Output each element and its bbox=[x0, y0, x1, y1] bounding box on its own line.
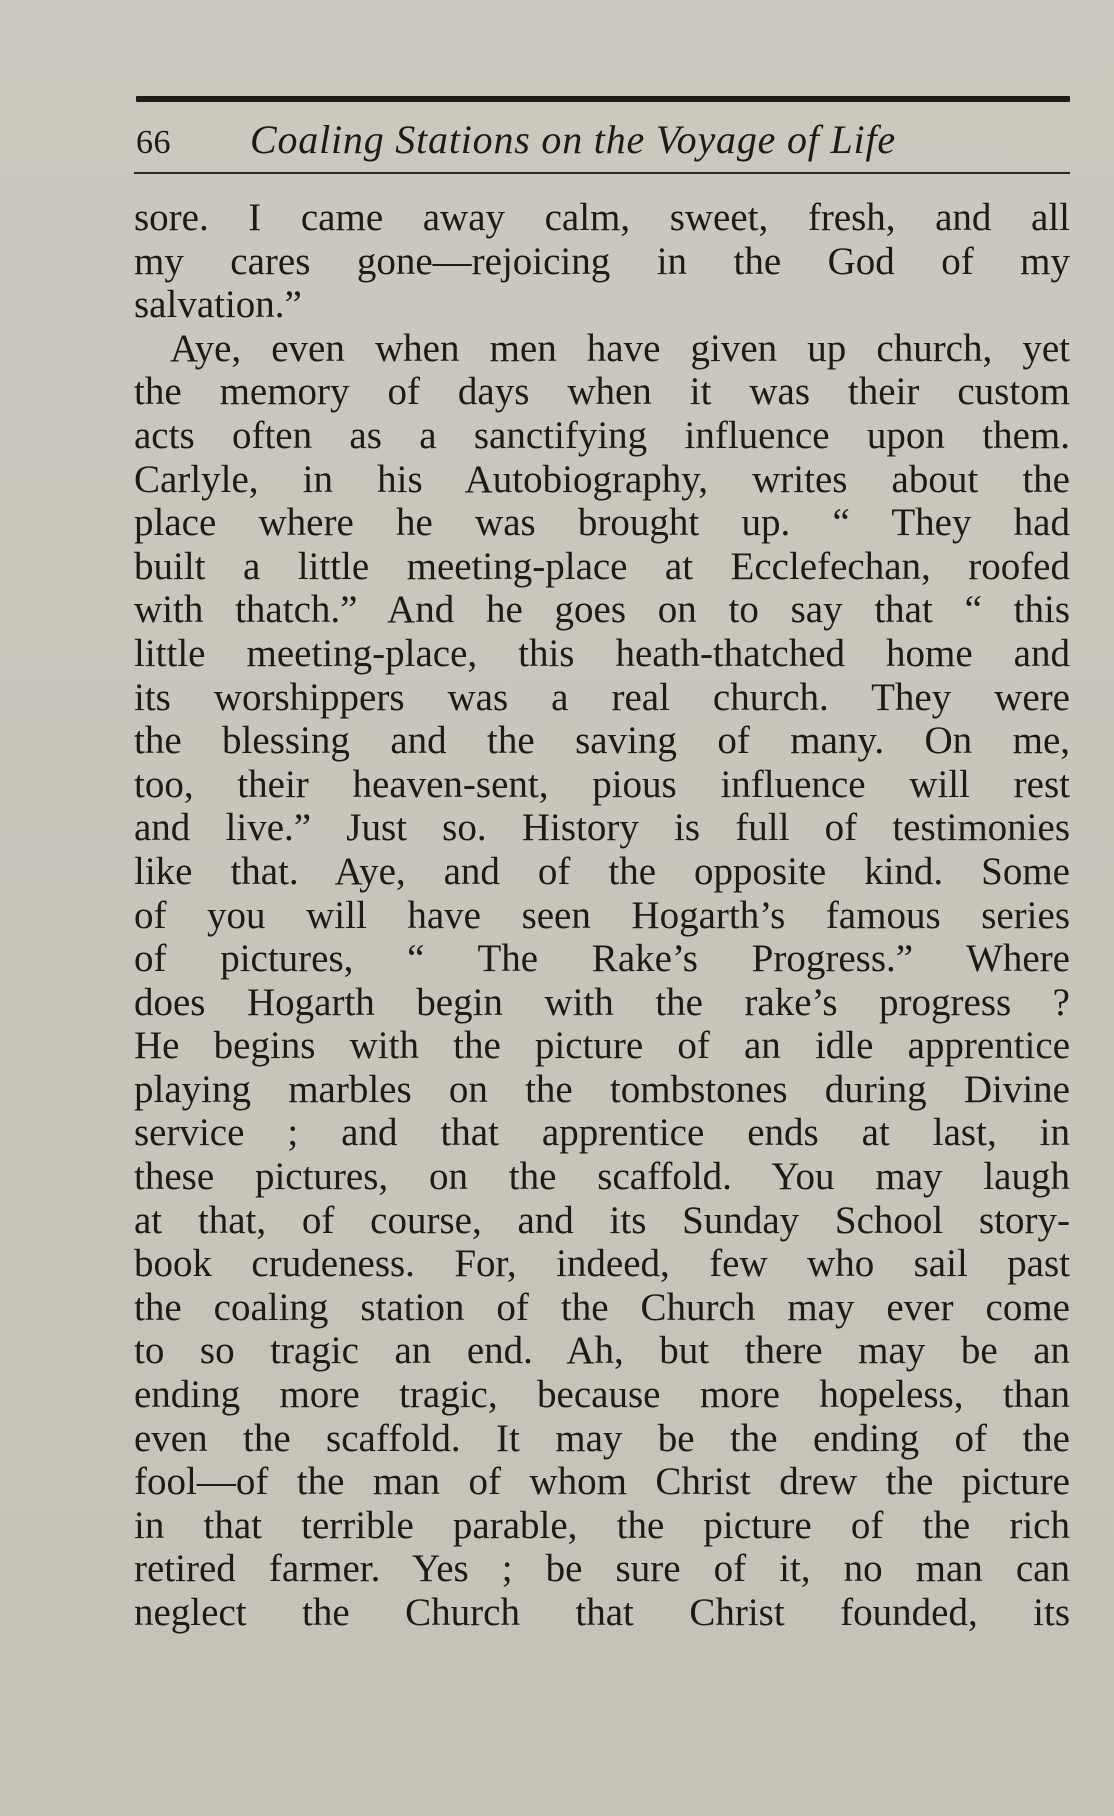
header-top-rule bbox=[136, 96, 1070, 102]
text-line: like that. Aye, and of the opposite kind. Some bbox=[134, 849, 1070, 893]
page-header bbox=[134, 106, 1070, 170]
text-line: acts often as a sanctifying influence upon them. bbox=[134, 413, 1070, 457]
page-number: 66 bbox=[136, 124, 171, 161]
text-line: my cares gone—rejoicing in the God of my bbox=[134, 239, 1070, 283]
text-line: sore. I came away calm, sweet, fresh, and all bbox=[134, 196, 1070, 239]
text-line: place where he was brought up. “ They had bbox=[134, 501, 1070, 545]
book-page bbox=[134, 96, 1070, 1635]
text-line: to so tragic an end. Ah, but there may be an bbox=[134, 1329, 1070, 1373]
text-line: book crudeness. For, indeed, few who sail past bbox=[134, 1242, 1070, 1286]
text-line: too, their heaven-sent, pious influence will rest bbox=[134, 762, 1070, 806]
text-line: little meeting-place, this heath-thatched home and bbox=[134, 631, 1070, 675]
text-line: with thatch.” And he goes on to say that “ this bbox=[134, 588, 1070, 632]
text-line: its worshippers was a real church. They were bbox=[134, 675, 1070, 719]
text-line: even the scaffold. It may be the ending of the bbox=[134, 1416, 1070, 1460]
text-line: of you will have seen Hogarth’s famous series bbox=[134, 893, 1070, 937]
text-line: Carlyle, in his Autobiography, writes about the bbox=[134, 457, 1070, 501]
text-line: fool—of the man of whom Christ drew the picture bbox=[134, 1460, 1070, 1504]
header-bottom-rule bbox=[134, 172, 1070, 174]
text-line: playing marbles on the tombstones during Divine bbox=[134, 1067, 1070, 1111]
running-title: Coaling Stations on the Voyage of Life bbox=[250, 117, 896, 162]
text-line: these pictures, on the scaffold. You may laugh bbox=[134, 1155, 1070, 1199]
text-line: the memory of days when it was their custom bbox=[134, 370, 1070, 414]
text-line: the blessing and the saving of many. On me, bbox=[134, 719, 1070, 763]
text-line: in that terrible parable, the picture of the rich bbox=[134, 1503, 1070, 1547]
text-line: at that, of course, and its Sunday School story- bbox=[134, 1198, 1070, 1242]
text-line: Aye, even when men have given up church, yet bbox=[170, 326, 1070, 370]
text-line: retired farmer. Yes ; be sure of it, no man can bbox=[134, 1547, 1070, 1591]
text-line: service ; and that apprentice ends at last, in bbox=[134, 1111, 1070, 1155]
text-line: does Hogarth begin with the rake’s progress ? bbox=[134, 980, 1070, 1024]
text-line: salvation.” bbox=[134, 283, 302, 327]
body-text bbox=[134, 196, 1070, 1635]
text-line: and live.” Just so. History is full of testimonies bbox=[134, 806, 1070, 850]
text-line: the coaling station of the Church may ever come bbox=[134, 1285, 1070, 1329]
text-line: He begins with the picture of an idle apprentice bbox=[134, 1024, 1070, 1068]
text-line: ending more tragic, because more hopeless, than bbox=[134, 1373, 1070, 1417]
text-line: built a little meeting-place at Ecclefechan, roofed bbox=[134, 544, 1070, 588]
text-line: of pictures, “ The Rake’s Progress.” Where bbox=[134, 937, 1070, 981]
text-line: neglect the Church that Christ founded, its bbox=[134, 1591, 1070, 1634]
